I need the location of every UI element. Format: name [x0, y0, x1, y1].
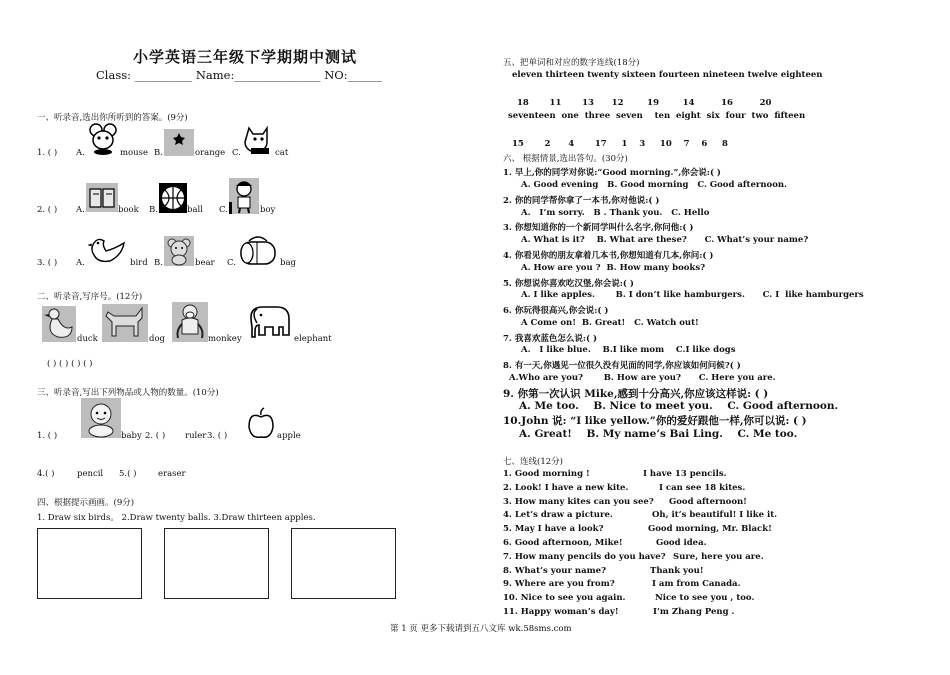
- q2-word-a: book: [118, 205, 139, 215]
- q3-word-c: bag: [280, 258, 296, 268]
- q3-option-b: B.: [154, 258, 163, 268]
- bear-icon: [164, 236, 194, 266]
- section6-q2: 2. 你的同学帮你拿了一本书,你对他说:( ): [503, 196, 660, 206]
- section6-q6: 6. 你玩得很高兴,你会说:( ): [503, 306, 609, 316]
- match-left-item[interactable]: 10. Nice to see you again.: [503, 593, 626, 604]
- drawing-box-apples[interactable]: [291, 528, 396, 599]
- bird-icon: [88, 233, 130, 267]
- q3-option-c: C.: [227, 258, 236, 268]
- bag-icon: [237, 233, 279, 267]
- section6-q1: 1. 早上,你的同学对你说:“Good morning.”,你会说:( ): [503, 168, 721, 178]
- section3-item3-blank[interactable]: 3. ( ): [207, 431, 228, 441]
- match-right-item[interactable]: Sure, here you are.: [673, 551, 764, 562]
- section6-a10: A. Great! B. My name’s Bai Ling. C. Me too.: [519, 428, 798, 440]
- match-right-item[interactable]: I have 13 pencils.: [643, 469, 727, 479]
- match-left-item[interactable]: 3. How many kites can you see?: [503, 496, 654, 507]
- section7-heading: 七、连线(12分): [503, 457, 563, 467]
- match-right-item[interactable]: Good afternoon!: [669, 496, 747, 507]
- section2-word-duck: duck: [77, 334, 98, 344]
- q1-number: 1. ( ): [37, 148, 58, 158]
- q2-option-b: B.: [149, 205, 158, 215]
- section3-item4-blank[interactable]: 4.( ): [37, 469, 55, 479]
- page-footer: 第 1 页 更多下载请到五八文库 wk.58sms.com: [390, 624, 572, 634]
- section4-heading: 四、根据提示画画。(9分): [37, 498, 135, 508]
- match-right-item[interactable]: Thank you!: [650, 565, 704, 576]
- section6-q8: 8. 有一天,你遇见一位很久没有见面的同学,你应该如何问候?( ): [503, 361, 741, 371]
- match-right-item[interactable]: I can see 18 kites.: [659, 482, 746, 493]
- q3-word-b: bear: [195, 258, 215, 268]
- section3-word-baby: baby: [121, 431, 142, 441]
- section3-word-ruler: ruler: [185, 431, 207, 441]
- section4-instructions: 1. Draw six birds。 2.Draw twenty balls. 3.Draw thirteen apples.: [37, 513, 316, 523]
- section6-q3: 3. 你想知道你的一个新同学叫什么名字,你问他:( ): [503, 223, 694, 233]
- section2-word-dog: dog: [149, 334, 165, 344]
- boy-icon: [229, 178, 259, 214]
- section3-item1-blank[interactable]: 1. ( ): [37, 431, 58, 441]
- section6-a6: A Come on! B. Great! C. Watch out!: [521, 318, 699, 328]
- section6-q4: 4. 你看见你的朋友拿着几本书,你想知道有几本,你问:( ): [503, 251, 714, 261]
- monkey-icon: [172, 302, 208, 342]
- section6-a9: A. Me too. B. Nice to meet you. C. Good afternoon.: [519, 400, 839, 412]
- match-right-item[interactable]: I am from Canada.: [652, 579, 741, 590]
- dog-icon: [102, 304, 148, 342]
- match-left-item[interactable]: 11. Happy woman’s day!: [503, 607, 619, 617]
- q3-number: 3. ( ): [37, 258, 58, 268]
- orange-icon: [164, 129, 194, 156]
- section1-heading: 一、听录音,选出你所听到的答案。(9分): [37, 113, 188, 123]
- match-left-item[interactable]: 8. What’s your name?: [503, 565, 606, 576]
- section6-a8: A.Who are you? B. How are you? C. Here you are.: [509, 373, 776, 383]
- q2-option-a: A.: [76, 205, 85, 215]
- baby-icon: [81, 398, 121, 438]
- match-right-item[interactable]: Good morning, Mr. Black!: [648, 524, 772, 535]
- q1-word-a: mouse: [120, 148, 149, 158]
- q2-number: 2. ( ): [37, 205, 58, 215]
- section3-word-eraser: eraser: [158, 469, 186, 479]
- section3-heading: 三、听录音,写出下列物品或人物的数量。(10分): [37, 388, 219, 398]
- drawing-box-birds[interactable]: [37, 528, 142, 599]
- apple-icon: [246, 407, 276, 439]
- section6-a1: A. Good evening B. Good morning C. Good afternoon.: [521, 180, 788, 190]
- match-right-item[interactable]: Oh, it’s beautiful! I like it.: [652, 510, 778, 521]
- match-left-item[interactable]: 4. Let’s draw a picture.: [503, 510, 613, 521]
- q3-option-a: A.: [76, 258, 85, 268]
- q2-option-c: C.: [219, 205, 228, 215]
- q1-word-c: cat: [275, 148, 289, 158]
- match-left-item[interactable]: 2. Look! I have a new kite.: [503, 482, 629, 493]
- section5-heading: 五、把单词和对应的数字连线(18分): [503, 58, 640, 68]
- match-left-item[interactable]: 1. Good morning !: [503, 469, 590, 479]
- match-right-item[interactable]: Nice to see you , too.: [655, 593, 755, 604]
- cat-icon: [243, 124, 276, 157]
- class-name-number-line: Class: __________ Name:_______________ NO:______: [96, 68, 383, 82]
- section6-a3: A. What is it? B. What are these? C. What’s your name?: [521, 235, 809, 245]
- section2-word-monkey: monkey: [208, 334, 242, 344]
- ball-icon: [159, 183, 187, 213]
- section6-heading: 六、 根据情景,选出答句。(30分): [503, 154, 628, 164]
- mouse-icon: [86, 122, 120, 156]
- duck-icon: [42, 306, 76, 342]
- section5-numbers-row2: 15 2 4 17 1 3 10 7 6 8: [512, 139, 728, 149]
- section6-q10: 10.John 说: “I like yellow.”你的爱好跟他一样,你可以说: ( ): [503, 415, 807, 427]
- page-title: 小学英语三年级下学期期中测试: [133, 48, 358, 66]
- elephant-icon: [245, 303, 293, 343]
- section3-item2-blank[interactable]: 2. ( ): [145, 431, 166, 441]
- section6-a5: A. I like apples. B. I don’t like hamburgers. C. I like hamburgers: [521, 290, 864, 300]
- section5-numbers-row1: 18 11 13 12 19 14 16 20: [517, 98, 772, 108]
- section2-word-elephant: elephant: [294, 334, 332, 344]
- match-left-item[interactable]: 9. Where are you from?: [503, 579, 615, 590]
- match-right-item[interactable]: Good idea.: [656, 538, 707, 548]
- q2-word-c: boy: [260, 205, 276, 215]
- q2-word-b: ball: [187, 205, 203, 215]
- section3-word-pencil: pencil: [77, 469, 104, 479]
- section6-q7: 7. 我喜欢蓝色怎么说:( ): [503, 334, 597, 344]
- q1-option-a: A.: [76, 148, 85, 158]
- section5-words-row2: seventeen one three seven ten eight six four two fifteen: [508, 111, 806, 121]
- match-right-item[interactable]: I’m Zhang Peng .: [653, 607, 735, 617]
- section5-words-row1: eleven thirteen twenty sixteen fourteen nineteen twelve eighteen: [512, 70, 823, 80]
- section6-q5: 5. 你想说你喜欢吃汉堡,你会说:( ): [503, 279, 634, 289]
- section2-heading: 二、听录音,写序号。(12分): [37, 292, 143, 302]
- q1-option-c: C.: [232, 148, 241, 158]
- drawing-box-balls[interactable]: [164, 528, 269, 599]
- section6-a7: A. I like blue. B.I like mom C.I like dogs: [521, 345, 736, 355]
- q3-word-a: bird: [130, 258, 148, 268]
- section6-q9: 9. 你第一次认识 Mike,感到十分高兴,你应该这样说: ( ): [503, 388, 769, 400]
- section3-item5-blank[interactable]: 5.( ): [119, 469, 137, 479]
- section3-word-apple: apple: [277, 431, 301, 441]
- match-left-item[interactable]: 5. May I have a look?: [503, 524, 604, 535]
- section2-answer-blanks[interactable]: ( ) ( ) ( ) ( ): [47, 359, 93, 369]
- book-icon: [86, 183, 118, 212]
- match-left-item[interactable]: 6. Good afternoon, Mike!: [503, 538, 623, 548]
- q1-word-b: orange: [195, 148, 226, 158]
- section6-a4: A. How are you ? B. How many books?: [521, 263, 706, 273]
- q1-option-b: B.: [154, 148, 163, 158]
- match-left-item[interactable]: 7. How many pencils do you have?: [503, 551, 666, 562]
- section6-a2: A. I’m sorry. B . Thank you. C. Hello: [521, 208, 710, 218]
